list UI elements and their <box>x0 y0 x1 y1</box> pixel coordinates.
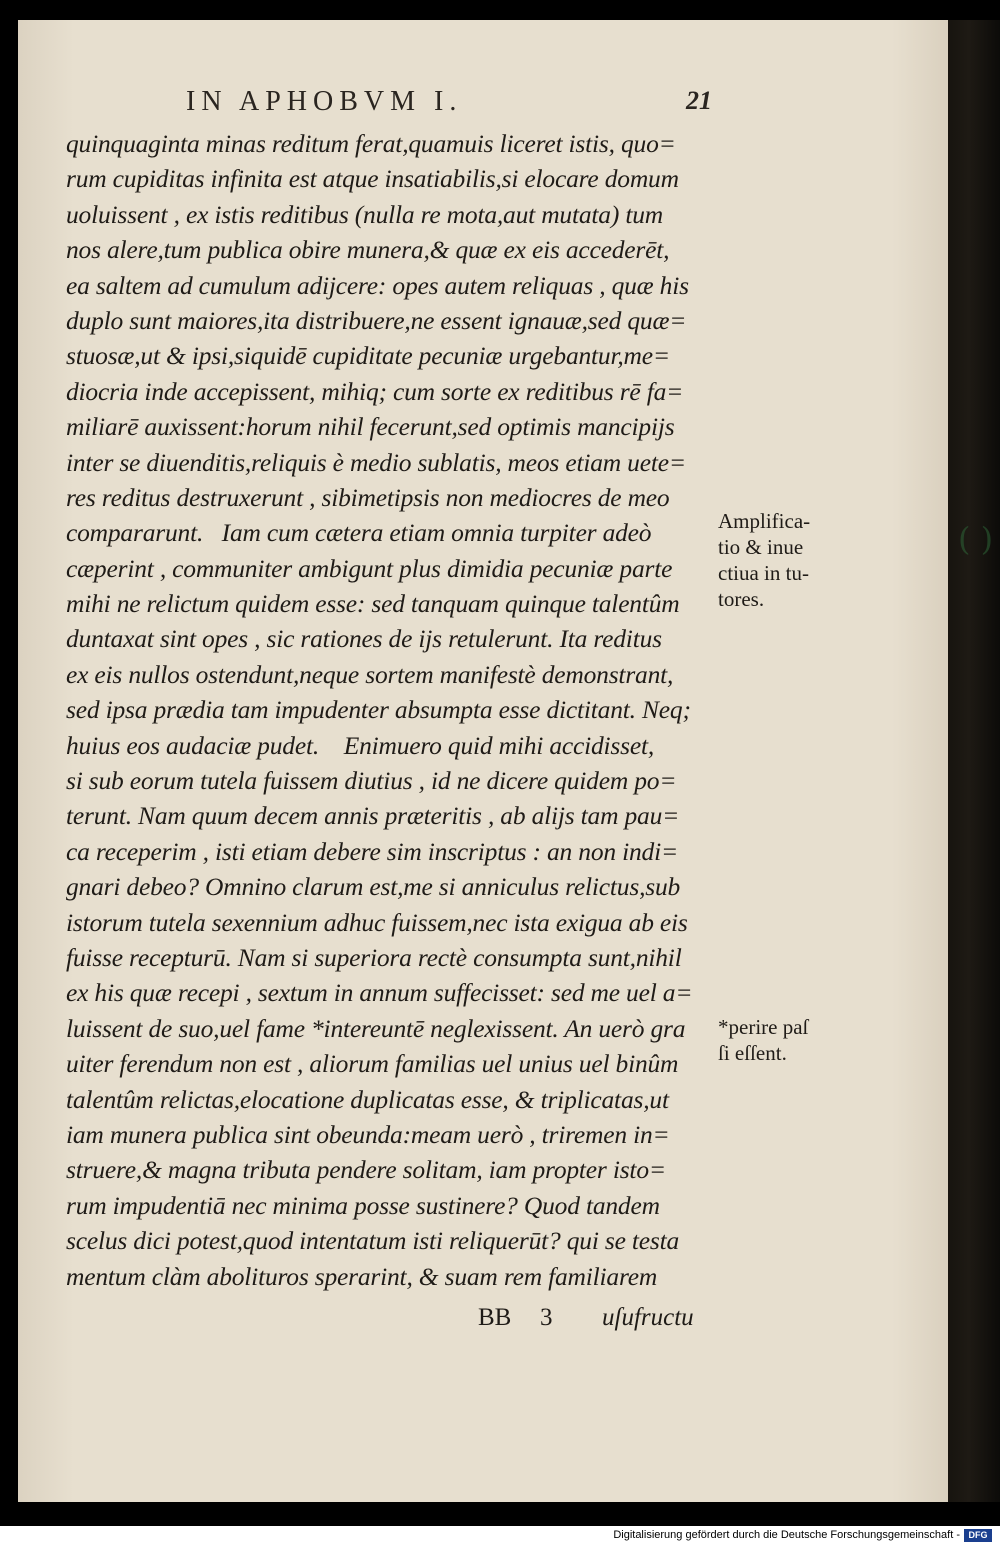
running-title: IN APHOBVM I. <box>186 86 463 117</box>
footer-credit: Digitalisierung gefördert durch die Deutsche Forschungsgemeinschaft - <box>613 1529 960 1541</box>
margin-note-amplificatio: Amplifica- tio & inue ctiua in tu- tores. <box>718 509 811 611</box>
text-line: res reditus destruxerunt , sibimetipsis non mediocres de meo <box>66 482 670 512</box>
page-number: 21 <box>686 86 712 115</box>
text-line: uiter ferendum non est , aliorum familias uel unius uel binûm <box>66 1049 679 1079</box>
text-line: duplo sunt maiores,ita distribuere,ne essent ignauæ,sed quæ= <box>66 305 687 335</box>
text-line: fuisse recepturū. Nam si superiora rectè consumpta sunt,nihil <box>66 942 682 972</box>
digitization-footer <box>0 1526 1000 1546</box>
running-head <box>186 86 726 120</box>
text-line: ex his quæ recepi , sextum in annum suffecisset: sed me uel a= <box>66 978 693 1008</box>
text-line: luissent de suo,uel fame *intereuntē neglexissent. An uerò gra <box>66 1013 686 1043</box>
text-line: sed ipsa prædia tam impudenter absumpta esse dictitant. Neq; <box>66 695 691 725</box>
text-line: uoluissent , ex istis reditibus (nulla re mota,aut mutata) tum <box>66 199 663 229</box>
text-line: struere,& magna tributa pendere solitam, iam propter isto= <box>66 1155 666 1185</box>
text-line: nos alere,tum publica obire munera,& quæ ex eis accederēt, <box>66 235 670 265</box>
text-line: diocria inde accepissent, mihiq; cum sorte ex reditibus rē fa= <box>66 376 684 406</box>
margin-note-perire: *perire paſ ſi eſſent. <box>718 1015 809 1065</box>
text-line: gnari debeo? Omnino clarum est,me si anniculus relictus,sub <box>66 872 681 902</box>
dfg-logo-icon: DFG <box>964 1529 992 1542</box>
signature-number: 3 <box>540 1304 553 1331</box>
text-line: scelus dici potest,quod intentatum isti reliquerūt? qui se testa <box>66 1226 680 1256</box>
text-line: mentum clàm abolituros sperarint, & suam rem familiarem <box>66 1261 658 1291</box>
text-line: istorum tutela sexennium adhuc fuissem,nec ista exigua ab eis <box>66 907 688 937</box>
text-line: duntaxat sint opes , sic rationes de ijs retulerunt. Ita reditus <box>66 624 662 654</box>
book-fore-edge <box>948 20 1000 1502</box>
catchword: uſufructu <box>602 1304 694 1331</box>
text-line: si sub eorum tutela fuissem diutius , id ne dicere quidem po= <box>66 766 677 796</box>
text-line: ea saltem ad cumulum adijcere: opes autem reliquas , quæ his <box>66 270 689 300</box>
text-line: stuosæ,ut & ipsi,siquidē cupiditate pecuniæ urgebantur,me= <box>66 341 670 371</box>
text-line: cæperint , communiter ambigunt plus dimidia pecuniæ parte <box>66 553 673 583</box>
text-line: mihi ne relictum quidem esse: sed tanquam quinque talentûm <box>66 589 680 619</box>
text-line: ex eis nullos ostendunt,neque sortem manifestè demonstrant, <box>66 659 674 689</box>
fore-edge-marks: ( ) <box>958 520 994 558</box>
text-line: compararunt. Iam cum cætera etiam omnia turpiter adeò <box>66 518 652 548</box>
body-text <box>66 126 726 1294</box>
text-line: rum cupiditas infinita est atque insatiabilis,si elocare domum <box>66 164 679 194</box>
text-line: miliarē auxissent:horum nihil fecerunt,sed optimis mancipijs <box>66 412 675 442</box>
text-line: ca receperim , isti etiam debere sim inscriptus : an non indi= <box>66 836 678 866</box>
text-line: terunt. Nam quum decem annis præteritis , ab alijs tam pau= <box>66 801 680 831</box>
text-line: huius eos audaciæ pudet. Enimuero quid mihi accidisset, <box>66 730 655 760</box>
text-line: inter se diuenditis,reliquis è medio sublatis, meos etiam uete= <box>66 447 686 477</box>
signature-mark: BB <box>478 1304 512 1331</box>
text-line: quinquaginta minas reditum ferat,quamuis liceret istis, quo= <box>66 129 676 158</box>
text-line: iam munera publica sint obeunda:meam uerò , triremen in= <box>66 1119 670 1149</box>
text-line: rum impudentiā nec minima posse sustinere? Quod tandem <box>66 1190 660 1220</box>
text-line: talentûm relictas,elocatione duplicatas esse, & triplicatas,ut <box>66 1084 669 1114</box>
